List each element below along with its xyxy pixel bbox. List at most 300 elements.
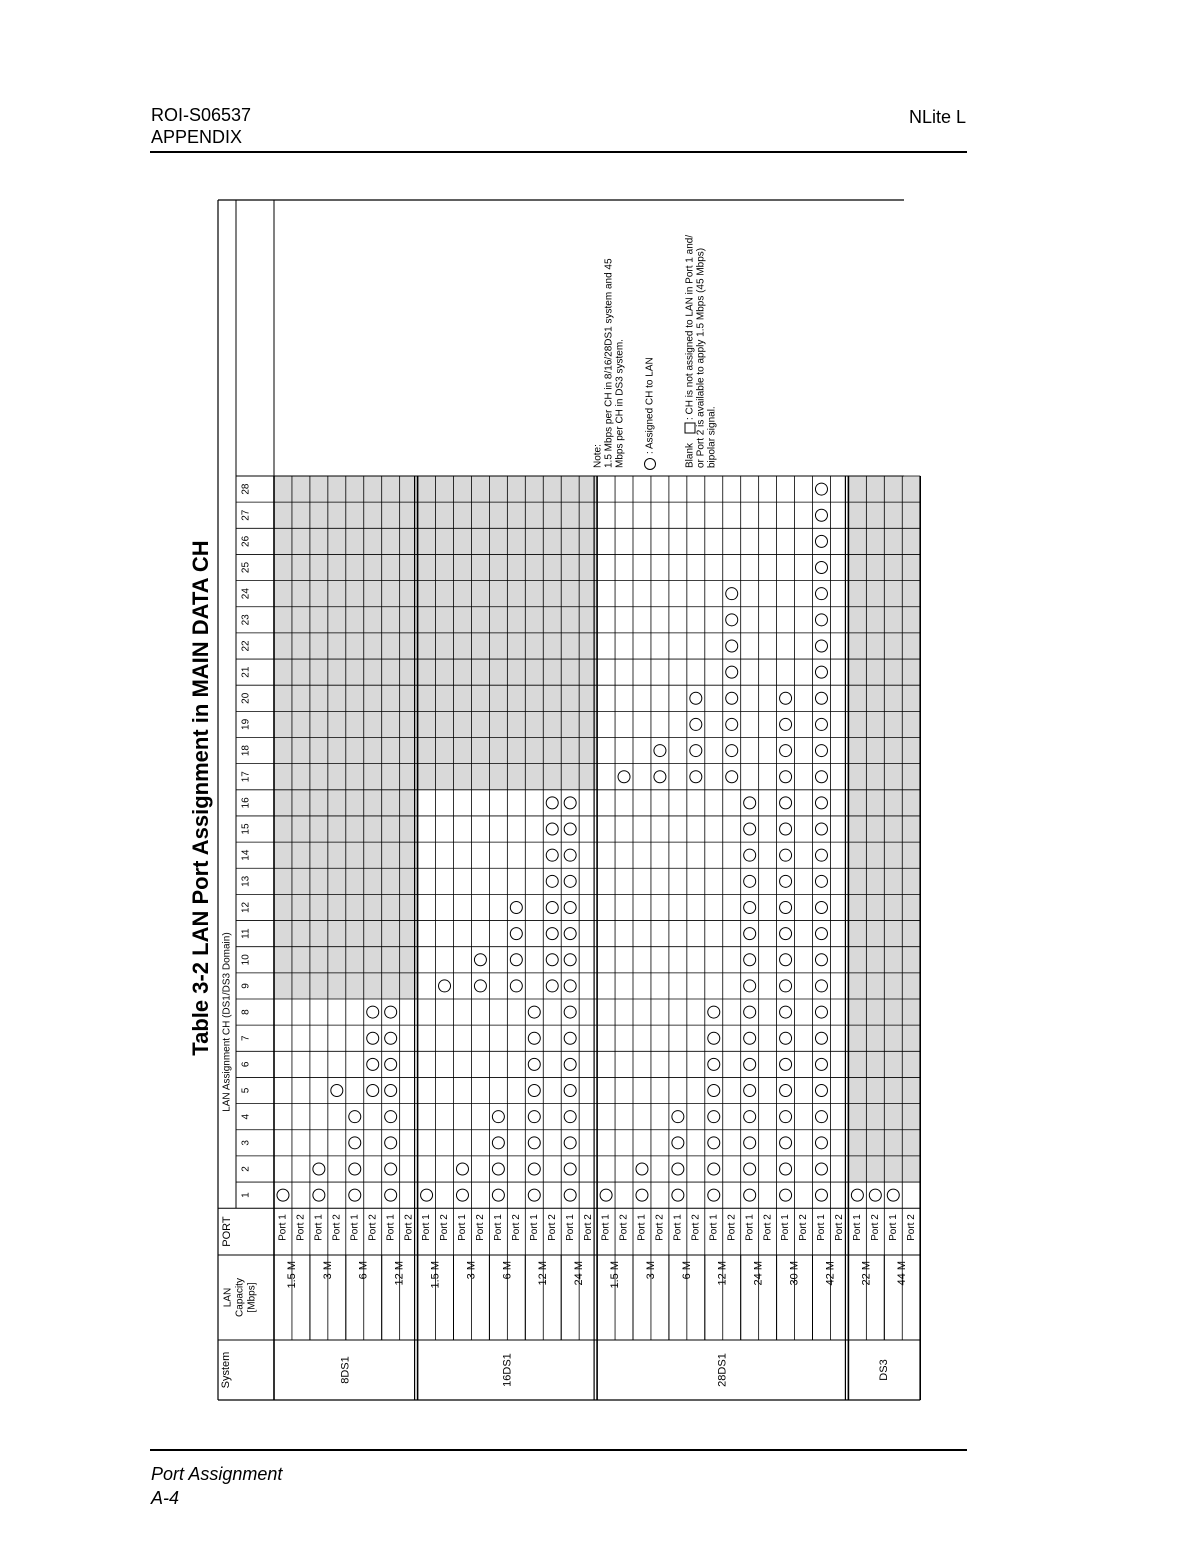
unavailable-cell: [489, 502, 507, 528]
assigned-channel-mark: [780, 745, 792, 757]
assigned-channel-mark: [331, 1085, 343, 1097]
unavailable-cell: [866, 528, 884, 554]
unavailable-cell: [364, 790, 382, 816]
unavailable-cell: [436, 502, 454, 528]
unavailable-cell: [848, 868, 866, 894]
port-label: Port 1: [816, 1214, 828, 1241]
unavailable-cell: [902, 790, 920, 816]
channel-number: 14: [240, 849, 252, 861]
capacity-label: 3 M: [321, 1261, 334, 1280]
unavailable-cell: [902, 607, 920, 633]
unavailable-cell: [489, 633, 507, 659]
unavailable-cell: [471, 502, 489, 528]
port-label: Port 2: [762, 1214, 774, 1241]
lan-port-assignment-table: [218, 200, 917, 1405]
assigned-channel-mark: [744, 901, 756, 913]
unavailable-cell: [328, 476, 346, 502]
unavailable-cell: [274, 738, 292, 764]
unavailable-cell: [328, 528, 346, 554]
capacity-label: 1.5 M: [285, 1261, 298, 1289]
unavailable-cell: [902, 1156, 920, 1182]
page-number: A-4: [151, 1488, 180, 1508]
unavailable-cell: [418, 502, 436, 528]
unavailable-cell: [489, 476, 507, 502]
unavailable-cell: [884, 633, 902, 659]
assigned-channel-mark: [780, 849, 792, 861]
port-label: Port 1: [636, 1214, 648, 1241]
assigned-channel-mark: [564, 980, 576, 992]
unavailable-cell: [507, 581, 525, 607]
unavailable-cell: [884, 764, 902, 790]
assigned-channel-mark: [636, 1189, 648, 1201]
unavailable-cell: [418, 738, 436, 764]
unavailable-cell: [346, 607, 364, 633]
unavailable-cell: [274, 790, 292, 816]
unavailable-cell: [507, 711, 525, 737]
assigned-channel-mark: [815, 954, 827, 966]
unavailable-cell: [382, 868, 400, 894]
assigned-channel-mark: [349, 1163, 361, 1175]
unavailable-cell: [436, 633, 454, 659]
unavailable-cell: [436, 764, 454, 790]
unavailable-cell: [866, 947, 884, 973]
unavailable-cell: [346, 816, 364, 842]
unavailable-cell: [310, 711, 328, 737]
assigned-channel-mark: [815, 797, 827, 809]
unavailable-cell: [866, 790, 884, 816]
unavailable-cell: [489, 764, 507, 790]
port-label: Port 1: [457, 1214, 469, 1241]
assigned-channel-mark: [564, 1058, 576, 1070]
assigned-channel-mark: [546, 875, 558, 887]
channel-number: 23: [240, 614, 252, 626]
unavailable-cell: [848, 476, 866, 502]
unavailable-cell: [328, 894, 346, 920]
unavailable-cell: [364, 476, 382, 502]
assigned-channel-mark: [815, 901, 827, 913]
unavailable-cell: [543, 633, 561, 659]
note-blank-line: or Port 2 is available to apply 1.5 Mbps (45 Mbps): [695, 247, 707, 468]
unavailable-cell: [507, 554, 525, 580]
assigned-channel-mark: [726, 745, 738, 757]
unavailable-cell: [884, 1051, 902, 1077]
assigned-channel-mark: [564, 1163, 576, 1175]
assigned-channel-mark: [528, 1006, 540, 1018]
assigned-channel-mark: [780, 954, 792, 966]
assigned-channel-mark: [744, 823, 756, 835]
unavailable-cell: [346, 947, 364, 973]
port-label: Port 2: [618, 1214, 630, 1241]
assigned-channel-mark: [528, 1032, 540, 1044]
capacity-label: 24 M: [752, 1261, 765, 1286]
port-label: Port 2: [510, 1214, 522, 1241]
port-label: Port 1: [887, 1214, 899, 1241]
unavailable-cell: [489, 685, 507, 711]
unavailable-cell: [346, 921, 364, 947]
assigned-channel-mark: [780, 901, 792, 913]
capacity-label: 12 M: [716, 1261, 729, 1286]
assigned-channel-mark: [780, 1189, 792, 1201]
unavailable-cell: [364, 659, 382, 685]
unavailable-cell: [292, 816, 310, 842]
unavailable-cell: [310, 554, 328, 580]
unavailable-cell: [454, 476, 472, 502]
unavailable-cell: [328, 502, 346, 528]
channel-number: 26: [240, 535, 252, 547]
note-line: 1.5 Mbps per CH in 8/16/28DS1 system and 45: [603, 258, 615, 468]
unavailable-cell: [274, 685, 292, 711]
assigned-channel-mark: [385, 1032, 397, 1044]
assigned-channel-mark: [672, 1163, 684, 1175]
unavailable-cell: [525, 764, 543, 790]
unavailable-cell: [310, 607, 328, 633]
note-assigned-legend: : Assigned CH to LAN: [644, 357, 656, 454]
assigned-channel-mark: [708, 1189, 720, 1201]
assigned-channel-mark: [690, 692, 702, 704]
unavailable-cell: [364, 842, 382, 868]
header-rule: [150, 151, 967, 153]
channel-number: 10: [240, 954, 252, 966]
unavailable-cell: [382, 842, 400, 868]
assigned-channel-mark: [564, 823, 576, 835]
assigned-channel-mark: [815, 875, 827, 887]
port-label: Port 2: [690, 1214, 702, 1241]
port-label: Port 2: [654, 1214, 666, 1241]
assigned-channel-mark: [492, 1111, 504, 1123]
port-label: Port 2: [905, 1214, 917, 1241]
unavailable-cell: [848, 842, 866, 868]
unavailable-cell: [274, 554, 292, 580]
assigned-channel-mark: [528, 1058, 540, 1070]
assigned-channel-mark: [528, 1137, 540, 1149]
unavailable-cell: [866, 842, 884, 868]
assigned-channel-mark: [654, 771, 666, 783]
assigned-channel-mark: [744, 1189, 756, 1201]
unavailable-cell: [328, 581, 346, 607]
unavailable-cell: [274, 894, 292, 920]
unavailable-cell: [346, 738, 364, 764]
note-blank-prefix: Blank: [684, 442, 696, 468]
unavailable-cell: [471, 685, 489, 711]
assigned-channel-mark: [456, 1163, 468, 1175]
unavailable-cell: [884, 790, 902, 816]
unavailable-cell: [471, 659, 489, 685]
unavailable-cell: [454, 607, 472, 633]
assigned-channel-mark: [546, 849, 558, 861]
unavailable-cell: [902, 1077, 920, 1103]
unavailable-cell: [274, 816, 292, 842]
assigned-channel-mark: [492, 1189, 504, 1201]
unavailable-cell: [507, 528, 525, 554]
assigned-channel-mark: [385, 1058, 397, 1070]
channel-number: 7: [240, 1035, 252, 1042]
unavailable-cell: [884, 1077, 902, 1103]
unavailable-cell: [902, 1130, 920, 1156]
unavailable-cell: [561, 738, 579, 764]
document-id: ROI-S06537: [151, 105, 252, 125]
assigned-channel-mark: [474, 954, 486, 966]
assigned-channel-mark: [744, 1032, 756, 1044]
running-header: [151, 104, 251, 148]
assigned-channel-mark: [744, 954, 756, 966]
unavailable-cell: [292, 868, 310, 894]
unavailable-cell: [328, 711, 346, 737]
unavailable-cell: [454, 502, 472, 528]
legend-circle-icon: [645, 459, 656, 470]
assigned-channel-mark: [815, 692, 827, 704]
unavailable-cell: [525, 607, 543, 633]
unavailable-cell: [292, 790, 310, 816]
assigned-channel-mark: [564, 1006, 576, 1018]
assigned-channel-mark: [708, 1163, 720, 1175]
unavailable-cell: [543, 607, 561, 633]
unavailable-cell: [310, 633, 328, 659]
unavailable-cell: [292, 973, 310, 999]
unavailable-cell: [328, 973, 346, 999]
unavailable-cell: [902, 581, 920, 607]
unavailable-cell: [292, 947, 310, 973]
unavailable-cell: [525, 476, 543, 502]
table-title: Table 3-2 LAN Port Assignment in MAIN DATA CH: [188, 540, 213, 1056]
unavailable-cell: [436, 528, 454, 554]
header-system: System: [219, 1351, 232, 1389]
port-label: Port 1: [313, 1214, 325, 1241]
unavailable-cell: [561, 659, 579, 685]
unavailable-cell: [884, 528, 902, 554]
unavailable-cell: [489, 711, 507, 737]
unavailable-cell: [436, 685, 454, 711]
unavailable-cell: [884, 738, 902, 764]
unavailable-cell: [310, 842, 328, 868]
unavailable-cell: [382, 528, 400, 554]
assigned-channel-mark: [780, 1163, 792, 1175]
unavailable-cell: [346, 685, 364, 711]
assigned-channel-mark: [672, 1189, 684, 1201]
unavailable-cell: [902, 999, 920, 1025]
unavailable-cell: [328, 921, 346, 947]
channel-number: 13: [240, 875, 252, 887]
assigned-channel-mark: [815, 1006, 827, 1018]
unavailable-cell: [848, 1104, 866, 1130]
unavailable-cell: [364, 868, 382, 894]
unavailable-cell: [382, 894, 400, 920]
capacity-label: 24 M: [573, 1261, 586, 1286]
assigned-channel-mark: [349, 1189, 361, 1201]
assigned-channel-mark: [367, 1032, 379, 1044]
unavailable-cell: [471, 607, 489, 633]
assigned-channel-mark: [780, 875, 792, 887]
unavailable-cell: [274, 842, 292, 868]
unavailable-cell: [525, 581, 543, 607]
unavailable-cell: [436, 711, 454, 737]
unavailable-cell: [848, 1156, 866, 1182]
unavailable-cell: [902, 973, 920, 999]
unavailable-cell: [507, 476, 525, 502]
channel-number: 19: [240, 718, 252, 730]
header-capacity: [Mbps]: [246, 1282, 258, 1313]
assigned-channel-mark: [474, 980, 486, 992]
unavailable-cell: [902, 554, 920, 580]
capacity-label: 12 M: [393, 1261, 406, 1286]
channel-number: 15: [240, 823, 252, 835]
unavailable-cell: [848, 502, 866, 528]
assigned-channel-mark: [744, 1137, 756, 1149]
system-label: DS3: [878, 1359, 891, 1381]
assigned-channel-mark: [528, 1111, 540, 1123]
assigned-channel-mark: [546, 980, 558, 992]
capacity-label: 1.5 M: [608, 1261, 621, 1289]
assigned-channel-mark: [708, 1032, 720, 1044]
unavailable-cell: [561, 581, 579, 607]
assigned-channel-mark: [654, 745, 666, 757]
assigned-channel-mark: [564, 1032, 576, 1044]
unavailable-cell: [848, 816, 866, 842]
unavailable-cell: [328, 659, 346, 685]
unavailable-cell: [418, 581, 436, 607]
unavailable-cell: [884, 1130, 902, 1156]
unavailable-cell: [848, 894, 866, 920]
unavailable-cell: [364, 502, 382, 528]
unavailable-cell: [884, 1104, 902, 1130]
unavailable-cell: [346, 894, 364, 920]
unavailable-cell: [328, 764, 346, 790]
assigned-channel-mark: [726, 666, 738, 678]
assigned-channel-mark: [564, 1137, 576, 1149]
unavailable-cell: [364, 711, 382, 737]
unavailable-cell: [292, 581, 310, 607]
assigned-channel-mark: [780, 692, 792, 704]
assigned-channel-mark: [367, 1058, 379, 1070]
unavailable-cell: [848, 999, 866, 1025]
unavailable-cell: [866, 476, 884, 502]
unavailable-cell: [543, 476, 561, 502]
unavailable-cell: [507, 738, 525, 764]
unavailable-cell: [902, 921, 920, 947]
unavailable-cell: [489, 528, 507, 554]
unavailable-cell: [292, 633, 310, 659]
unavailable-cell: [489, 554, 507, 580]
unavailable-cell: [292, 738, 310, 764]
unavailable-cell: [364, 738, 382, 764]
assigned-channel-mark: [385, 1006, 397, 1018]
unavailable-cell: [866, 816, 884, 842]
assigned-channel-mark: [744, 1058, 756, 1070]
assigned-channel-mark: [744, 875, 756, 887]
unavailable-cell: [382, 502, 400, 528]
unavailable-cell: [866, 1025, 884, 1051]
capacity-label: 30 M: [788, 1261, 801, 1286]
header-capacity: Capacity: [234, 1278, 246, 1317]
unavailable-cell: [292, 894, 310, 920]
channel-number: 5: [240, 1087, 252, 1094]
unavailable-cell: [866, 764, 884, 790]
unavailable-cell: [310, 973, 328, 999]
assigned-channel-mark: [815, 1137, 827, 1149]
unavailable-cell: [382, 764, 400, 790]
unavailable-cell: [543, 502, 561, 528]
assigned-channel-mark: [815, 1032, 827, 1044]
unavailable-cell: [346, 790, 364, 816]
unavailable-cell: [902, 528, 920, 554]
unavailable-cell: [884, 842, 902, 868]
port-label: Port 1: [672, 1214, 684, 1241]
running-footer: [151, 1462, 282, 1510]
unavailable-cell: [884, 659, 902, 685]
assigned-channel-mark: [815, 849, 827, 861]
unavailable-cell: [507, 607, 525, 633]
unavailable-cell: [274, 528, 292, 554]
unavailable-cell: [902, 868, 920, 894]
port-label: Port 1: [349, 1214, 361, 1241]
assigned-channel-mark: [600, 1189, 612, 1201]
capacity-label: 42 M: [824, 1261, 837, 1286]
unavailable-cell: [418, 764, 436, 790]
assigned-channel-mark: [780, 928, 792, 940]
unavailable-cell: [848, 973, 866, 999]
table-graphic: [218, 200, 917, 1400]
unavailable-cell: [866, 1104, 884, 1130]
assigned-channel-mark: [564, 901, 576, 913]
unavailable-cell: [274, 659, 292, 685]
unavailable-cell: [471, 764, 489, 790]
assigned-channel-mark: [564, 875, 576, 887]
unavailable-cell: [848, 1077, 866, 1103]
unavailable-cell: [543, 764, 561, 790]
unavailable-cell: [561, 528, 579, 554]
unavailable-cell: [364, 947, 382, 973]
unavailable-cell: [866, 1130, 884, 1156]
unavailable-cell: [471, 711, 489, 737]
port-label: Port 1: [385, 1214, 397, 1241]
unavailable-cell: [454, 633, 472, 659]
unavailable-cell: [274, 502, 292, 528]
unavailable-cell: [346, 554, 364, 580]
unavailable-cell: [884, 947, 902, 973]
unavailable-cell: [418, 476, 436, 502]
unavailable-cell: [866, 999, 884, 1025]
assigned-channel-mark: [815, 666, 827, 678]
assigned-channel-mark: [815, 980, 827, 992]
unavailable-cell: [525, 738, 543, 764]
unavailable-cell: [364, 894, 382, 920]
unavailable-cell: [436, 476, 454, 502]
capacity-label: 3 M: [644, 1261, 657, 1280]
unavailable-cell: [489, 659, 507, 685]
unavailable-cell: [454, 764, 472, 790]
unavailable-cell: [471, 738, 489, 764]
unavailable-cell: [418, 685, 436, 711]
unavailable-cell: [884, 1156, 902, 1182]
unavailable-cell: [525, 711, 543, 737]
unavailable-cell: [866, 581, 884, 607]
unavailable-cell: [848, 711, 866, 737]
assigned-channel-mark: [690, 718, 702, 730]
unavailable-cell: [310, 476, 328, 502]
unavailable-cell: [471, 528, 489, 554]
unavailable-cell: [382, 659, 400, 685]
unavailable-cell: [848, 1025, 866, 1051]
unavailable-cell: [346, 842, 364, 868]
unavailable-cell: [884, 894, 902, 920]
channel-number: 28: [240, 483, 252, 495]
port-label: Port 2: [546, 1214, 558, 1241]
assigned-channel-mark: [780, 1085, 792, 1097]
assigned-channel-mark: [672, 1137, 684, 1149]
unavailable-cell: [382, 581, 400, 607]
unavailable-cell: [902, 659, 920, 685]
unavailable-cell: [274, 947, 292, 973]
unavailable-cell: [418, 528, 436, 554]
